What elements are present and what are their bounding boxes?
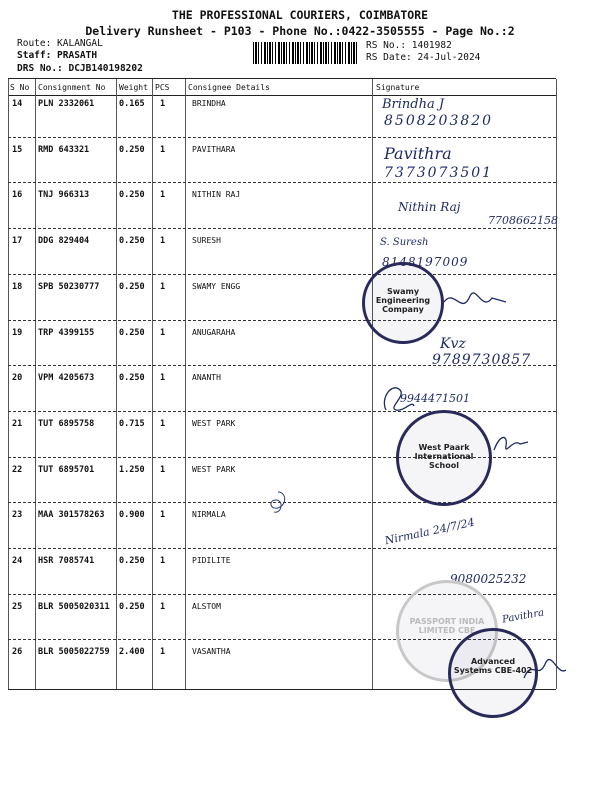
col-header-consignment: Consignment No xyxy=(38,83,106,92)
signature: Nirmala 24/7/24 xyxy=(383,515,476,548)
signature-phone: 9080025232 xyxy=(450,572,527,586)
row-consignee: NITHIN RAJ xyxy=(192,190,241,200)
signature-phone: 8508203820 xyxy=(384,113,494,129)
stamp-text: Swamy Engineering Company xyxy=(375,287,431,314)
row-pcs: 1 xyxy=(160,601,166,612)
row-pcs: 1 xyxy=(160,190,166,201)
scribble-signature xyxy=(490,430,530,460)
row-sno: 16 xyxy=(12,190,23,201)
row-separator xyxy=(8,182,556,183)
row-consignment-no: PLN 2332061 xyxy=(38,99,95,109)
row-consignment-no: MAA 301578263 xyxy=(38,510,105,521)
row-pcs: 1 xyxy=(160,144,166,155)
row-consignee: ANUGARAHA xyxy=(192,327,236,337)
row-pcs: 1 xyxy=(160,327,166,338)
signature-phone: 8148197009 xyxy=(382,255,469,269)
row-consignment-no: DDG 829404 xyxy=(38,236,90,247)
row-consignment-no: BLR 5005020311 xyxy=(38,601,110,612)
row-weight: 0.250 xyxy=(119,236,145,247)
col-divider xyxy=(152,79,153,689)
scribble-signature xyxy=(440,282,510,322)
col-header-pcs: PCS xyxy=(155,83,170,92)
row-consignment-no: BLR 5005022759 xyxy=(38,647,110,658)
runsheet-subtitle: Delivery Runsheet - P103 - Phone No.:0422-3505555 - Page No.:2 xyxy=(85,24,515,38)
row-pcs: 1 xyxy=(160,99,166,109)
row-sno: 20 xyxy=(12,373,23,384)
row-sno: 23 xyxy=(12,510,23,521)
row-consignment-no: SPB 50230777 xyxy=(38,281,100,292)
row-pcs: 1 xyxy=(160,647,166,658)
row-weight: 0.250 xyxy=(119,281,145,292)
row-weight: 0.250 xyxy=(119,556,145,566)
row-consignee: VASANTHA xyxy=(192,647,231,657)
row-consignment-no: TNJ 966313 xyxy=(38,190,90,201)
row-consignment-no: TUT 6895701 xyxy=(38,464,95,475)
row-separator xyxy=(8,411,556,412)
row-weight: 0.250 xyxy=(119,190,145,201)
row-sno: 14 xyxy=(12,99,23,109)
rs-no-label: RS No.: 1401982 xyxy=(366,40,452,51)
west-paark-stamp xyxy=(396,410,492,506)
row-consignment-no: TRP 4399155 xyxy=(38,327,95,338)
row-sno: 22 xyxy=(12,464,23,475)
row-consignee: ANANTH xyxy=(192,373,221,383)
signature-phone: 7708662158 xyxy=(488,214,558,227)
row-sno: 18 xyxy=(12,281,23,292)
table-header-border xyxy=(8,95,556,96)
barcode xyxy=(253,42,359,64)
row-consignee: SURESH xyxy=(192,236,221,246)
signature: Nithin Raj xyxy=(398,200,461,214)
staff-label: Staff: PRASATH xyxy=(17,50,98,61)
row-consignee: WEST PARK xyxy=(192,464,236,474)
col-divider xyxy=(35,79,36,689)
row-consignee: BRINDHA xyxy=(192,99,226,108)
stamp-text: PASSPORT INDIA LIMITED CBE xyxy=(409,617,485,635)
row-pcs: 1 xyxy=(160,281,166,292)
row-pcs: 1 xyxy=(160,464,166,475)
row-weight: 0.250 xyxy=(119,327,145,338)
row-weight: 0.900 xyxy=(119,510,145,521)
row-consignment-no: RMD 643321 xyxy=(38,144,90,155)
col-header-sno: S No xyxy=(10,83,30,92)
row-sno: 24 xyxy=(12,556,23,566)
signature: Pavithra xyxy=(501,607,545,626)
table-top-border xyxy=(8,78,556,79)
row-weight: 0.715 xyxy=(119,418,145,429)
row-pcs: 1 xyxy=(160,556,166,566)
rs-date-label: RS Date: 24-Jul-2024 xyxy=(366,52,481,63)
row-pcs: 1 xyxy=(160,236,166,247)
route-label: Route: KALANGAL xyxy=(17,38,103,49)
row-consignee: WEST PARK xyxy=(192,418,236,428)
row-pcs: 1 xyxy=(160,510,166,521)
row-weight: 0.250 xyxy=(119,373,145,384)
row-sno: 21 xyxy=(12,418,23,429)
row-consignee: SWAMY ENGG xyxy=(192,281,241,291)
advanced-systems-stamp xyxy=(448,628,538,718)
signature: S. Suresh xyxy=(380,237,429,248)
row-pcs: 1 xyxy=(160,373,166,384)
row-separator xyxy=(8,548,556,549)
row-separator xyxy=(8,274,556,275)
col-divider xyxy=(372,79,373,689)
drs-label: DRS No.: DCJB140198202 xyxy=(17,63,143,74)
col-divider xyxy=(8,79,9,689)
row-weight: 0.165 xyxy=(119,99,145,109)
signature: Brindha J xyxy=(382,97,445,112)
signature-phone: 7373073501 xyxy=(384,165,494,181)
stamp-text: Advanced Systems CBE-402 xyxy=(453,657,533,675)
scribble-signature xyxy=(378,380,418,416)
col-header-consignee: Consignee Details xyxy=(188,83,270,92)
signature-phone: 9944471501 xyxy=(400,392,470,405)
row-sno: 15 xyxy=(12,144,23,155)
row-sno: 26 xyxy=(12,647,23,658)
signature: Kvz xyxy=(440,336,466,352)
row-consignment-no: HSR 7085741 xyxy=(38,556,95,566)
col-divider xyxy=(556,79,557,689)
col-divider xyxy=(185,79,186,689)
row-sno: 25 xyxy=(12,601,23,612)
row-consignee: NIRMALA xyxy=(192,510,226,520)
col-header-signature: Signature xyxy=(376,83,420,92)
col-header-weight: Weight xyxy=(119,83,148,92)
row-separator xyxy=(8,228,556,229)
row-weight: 2.400 xyxy=(119,647,145,658)
scribble-signature xyxy=(262,488,296,516)
row-weight: 0.250 xyxy=(119,144,145,155)
company-title: THE PROFESSIONAL COURIERS, COIMBATORE xyxy=(171,8,429,22)
signature: Pavithra xyxy=(384,144,452,163)
row-weight: 0.250 xyxy=(119,601,145,612)
swamy-engineering-stamp xyxy=(362,262,444,344)
row-weight: 1.250 xyxy=(119,464,145,475)
row-sno: 17 xyxy=(12,236,23,247)
row-separator xyxy=(8,137,556,138)
row-consignment-no: TUT 6895758 xyxy=(38,418,95,429)
row-consignee: PAVITHARA xyxy=(192,144,236,154)
signature-phone: 9789730857 xyxy=(432,352,532,368)
row-consignee: ALSTOM xyxy=(192,601,221,611)
row-consignee: PIDILITE xyxy=(192,556,231,565)
col-divider xyxy=(116,79,117,689)
stamp-text: West Paark International School xyxy=(414,443,474,470)
row-sno: 19 xyxy=(12,327,23,338)
row-pcs: 1 xyxy=(160,418,166,429)
row-consignment-no: VPM 4205673 xyxy=(38,373,95,384)
